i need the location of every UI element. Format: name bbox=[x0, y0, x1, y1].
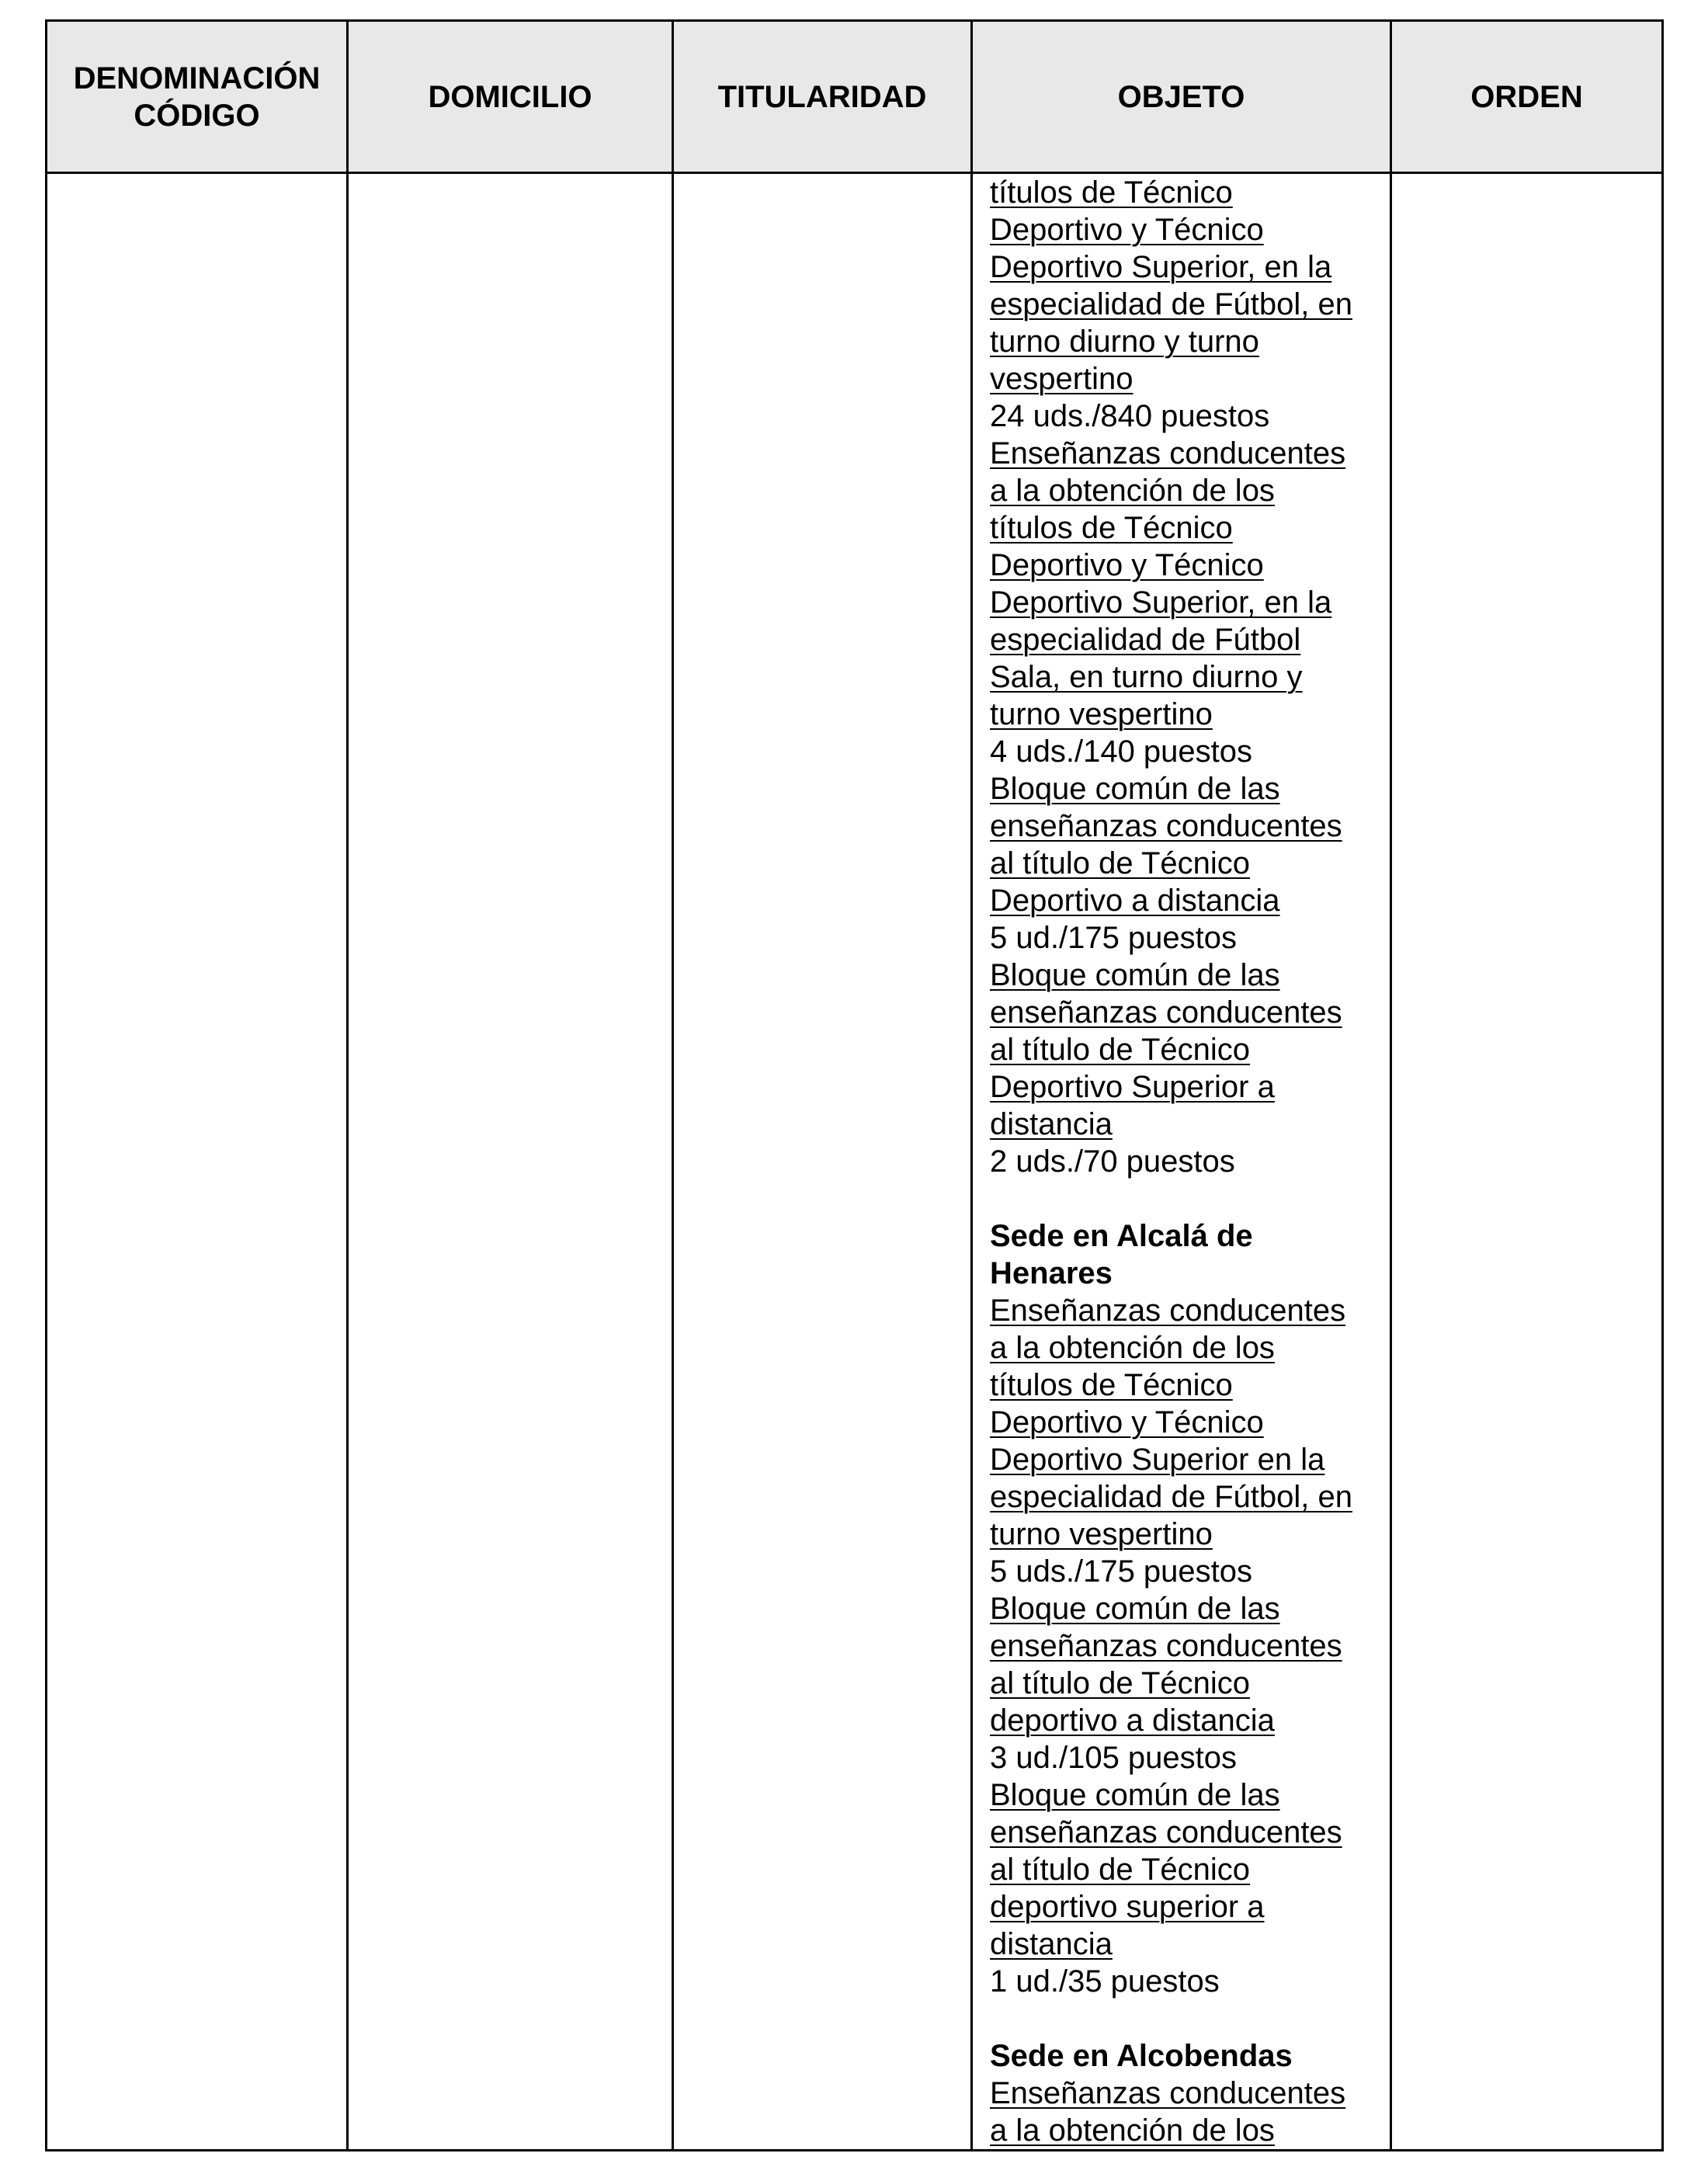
objeto-line: 4 uds./140 puestos bbox=[990, 735, 1253, 769]
objeto-line-underlined: títulos de Técnico bbox=[990, 175, 1233, 210]
objeto-line-wrapper bbox=[990, 1627, 1376, 1665]
objeto-line-underlined: distancia bbox=[990, 1107, 1113, 1141]
objeto-line-wrapper bbox=[990, 1926, 1376, 1963]
objeto-line-wrapper bbox=[990, 1367, 1376, 1404]
objeto-line-underlined: al título de Técnico bbox=[990, 1853, 1251, 1887]
objeto-line-underlined: Deportivo y Técnico bbox=[990, 548, 1264, 582]
header-denominacion-codigo bbox=[47, 21, 348, 173]
objeto-line-wrapper bbox=[990, 2075, 1376, 2112]
objeto-line-underlined: Enseñanzas conducentes bbox=[990, 2076, 1346, 2110]
cell-orden bbox=[1391, 173, 1663, 2151]
objeto-line-wrapper bbox=[990, 770, 1376, 807]
objeto-line-wrapper bbox=[990, 360, 1376, 398]
objeto-line-wrapper bbox=[990, 994, 1376, 1031]
objeto-line-wrapper bbox=[990, 1516, 1376, 1553]
objeto-line-wrapper bbox=[990, 1106, 1376, 1143]
objeto-line-underlined: enseñanzas conducentes bbox=[990, 995, 1342, 1030]
header-row bbox=[47, 21, 1663, 173]
objeto-line-underlined: al título de Técnico bbox=[990, 846, 1251, 880]
objeto-line-underlined: Bloque común de las bbox=[990, 1592, 1280, 1626]
objeto-line-heading: Sede en Alcalá de bbox=[990, 1219, 1253, 1253]
objeto-line-heading: Sede en Alcobendas bbox=[990, 2039, 1293, 2073]
objeto-line-wrapper bbox=[990, 1217, 1376, 1255]
objeto-line-wrapper bbox=[990, 957, 1376, 994]
objeto-line-wrapper bbox=[990, 286, 1376, 323]
objeto-line-wrapper bbox=[990, 845, 1376, 882]
objeto-line: 5 uds./175 puestos bbox=[990, 1554, 1253, 1589]
table-row bbox=[47, 173, 1663, 2151]
objeto-line-wrapper bbox=[990, 435, 1376, 472]
objeto-line-underlined: turno vespertino bbox=[990, 1517, 1213, 1551]
objeto-line-wrapper bbox=[990, 1255, 1376, 1292]
objeto-line-wrapper bbox=[990, 1814, 1376, 1851]
objeto-line-underlined: Enseñanzas conducentes bbox=[990, 436, 1346, 471]
objeto-line-wrapper bbox=[990, 211, 1376, 248]
objeto-line-wrapper bbox=[990, 658, 1376, 696]
objeto-line: 5 ud./175 puestos bbox=[990, 921, 1238, 955]
objeto-line-underlined: Sala, en turno diurno y bbox=[990, 660, 1303, 694]
objeto-line-wrapper bbox=[990, 1031, 1376, 1068]
objeto-line-wrapper bbox=[990, 323, 1376, 360]
objeto-line-underlined: especialidad de Fútbol bbox=[990, 623, 1301, 657]
objeto-line-underlined: Bloque común de las bbox=[990, 958, 1280, 992]
objeto-line-wrapper bbox=[990, 1739, 1376, 1776]
objeto-line-wrapper bbox=[990, 733, 1376, 770]
objeto-line-wrapper bbox=[990, 1776, 1376, 1814]
objeto-line-underlined: al título de Técnico bbox=[990, 1666, 1251, 1700]
objeto-line: 1 ud./35 puestos bbox=[990, 1964, 1220, 1999]
objeto-line-wrapper bbox=[990, 1143, 1376, 1180]
header-denominacion-label: DENOMINACIÓN bbox=[73, 61, 321, 96]
objeto-line-wrapper bbox=[990, 1404, 1376, 1441]
objeto-line-wrapper bbox=[990, 807, 1376, 845]
objeto-line-underlined: Deportivo y Técnico bbox=[990, 1405, 1264, 1439]
objeto-line-underlined: a la obtención de los bbox=[990, 2113, 1275, 2148]
objeto-line-wrapper bbox=[990, 621, 1376, 658]
objeto-line-wrapper bbox=[990, 1292, 1376, 1329]
objeto-line-underlined: Deportivo Superior, en la bbox=[990, 585, 1332, 620]
objeto-line-wrapper bbox=[990, 2037, 1376, 2075]
objeto-line-wrapper bbox=[990, 547, 1376, 584]
objeto-line-underlined: deportivo superior a bbox=[990, 1890, 1265, 1924]
objeto-line-underlined: Deportivo Superior, en la bbox=[990, 250, 1332, 284]
header-objeto: OBJETO bbox=[972, 21, 1391, 173]
objeto-line: 2 uds./70 puestos bbox=[990, 1144, 1235, 1179]
cell-denominacion-codigo bbox=[47, 173, 348, 2151]
header-codigo-label: CÓDIGO bbox=[134, 98, 260, 133]
objeto-line-wrapper bbox=[990, 1068, 1376, 1106]
objeto-line-underlined: Bloque común de las bbox=[990, 1778, 1280, 1812]
objeto-line-underlined: Deportivo Superior en la bbox=[990, 1443, 1325, 1477]
objeto-line-underlined: Deportivo Superior a bbox=[990, 1070, 1275, 1104]
cell-domicilio bbox=[348, 173, 673, 2151]
table-header bbox=[47, 21, 1663, 173]
objeto-line-wrapper bbox=[990, 248, 1376, 286]
objeto-line-underlined: enseñanzas conducentes bbox=[990, 1815, 1342, 1849]
objeto-line-wrapper bbox=[990, 1478, 1376, 1516]
objeto-line-wrapper bbox=[990, 1888, 1376, 1926]
objeto-blank-line bbox=[990, 2000, 1376, 2037]
objeto-blank-line bbox=[990, 1180, 1376, 1217]
objeto-line-underlined: a la obtención de los bbox=[990, 1331, 1275, 1365]
objeto-line-wrapper bbox=[990, 1702, 1376, 1739]
objeto-text bbox=[973, 174, 1390, 2149]
objeto-line-underlined: especialidad de Fútbol, en bbox=[990, 287, 1352, 321]
objeto-line-wrapper bbox=[990, 1963, 1376, 2000]
objeto-line-underlined: turno diurno y turno bbox=[990, 325, 1259, 359]
objeto-line-underlined: distancia bbox=[990, 1927, 1113, 1961]
objeto-line-wrapper bbox=[990, 919, 1376, 957]
cell-objeto bbox=[972, 173, 1391, 2151]
objeto-line-wrapper bbox=[990, 882, 1376, 919]
objeto-line-wrapper bbox=[990, 1665, 1376, 1702]
objeto-line-underlined: turno vespertino bbox=[990, 697, 1213, 731]
objeto-line-wrapper bbox=[990, 1851, 1376, 1888]
objeto-line-underlined: especialidad de Fútbol, en bbox=[990, 1480, 1352, 1514]
objeto-line-underlined: Enseñanzas conducentes bbox=[990, 1294, 1346, 1328]
header-titularidad: TITULARIDAD bbox=[673, 21, 972, 173]
objeto-line-wrapper bbox=[990, 1590, 1376, 1627]
objeto-line-wrapper bbox=[990, 509, 1376, 547]
objeto-line-underlined: títulos de Técnico bbox=[990, 1368, 1233, 1402]
objeto-line-underlined: a la obtención de los bbox=[990, 474, 1275, 508]
objeto-line-underlined: Deportivo y Técnico bbox=[990, 213, 1264, 247]
header-orden: ORDEN bbox=[1391, 21, 1663, 173]
objeto-line-wrapper bbox=[990, 174, 1376, 211]
objeto-line-heading: Henares bbox=[990, 1256, 1113, 1290]
objeto-line-wrapper bbox=[990, 1441, 1376, 1478]
objeto-line: 3 ud./105 puestos bbox=[990, 1741, 1238, 1775]
objeto-line-wrapper bbox=[990, 696, 1376, 733]
objeto-line-underlined: deportivo a distancia bbox=[990, 1703, 1275, 1738]
objeto-line-wrapper bbox=[990, 398, 1376, 435]
objeto-line-underlined: títulos de Técnico bbox=[990, 511, 1233, 545]
objeto-line: 24 uds./840 puestos bbox=[990, 399, 1270, 433]
cell-titularidad bbox=[673, 173, 972, 2151]
objeto-line-wrapper bbox=[990, 472, 1376, 509]
objeto-line-underlined: vespertino bbox=[990, 362, 1133, 396]
objeto-line-underlined: Deportivo a distancia bbox=[990, 884, 1280, 918]
objeto-line-wrapper bbox=[990, 2112, 1376, 2149]
centers-table bbox=[45, 19, 1664, 2151]
header-domicilio: DOMICILIO bbox=[348, 21, 673, 173]
objeto-line-wrapper bbox=[990, 584, 1376, 621]
objeto-line-underlined: al título de Técnico bbox=[990, 1033, 1251, 1067]
objeto-line-underlined: Bloque común de las bbox=[990, 772, 1280, 806]
objeto-line-wrapper bbox=[990, 1329, 1376, 1367]
objeto-line-underlined: enseñanzas conducentes bbox=[990, 809, 1342, 843]
objeto-line-underlined: enseñanzas conducentes bbox=[990, 1629, 1342, 1663]
objeto-line-wrapper bbox=[990, 1553, 1376, 1590]
